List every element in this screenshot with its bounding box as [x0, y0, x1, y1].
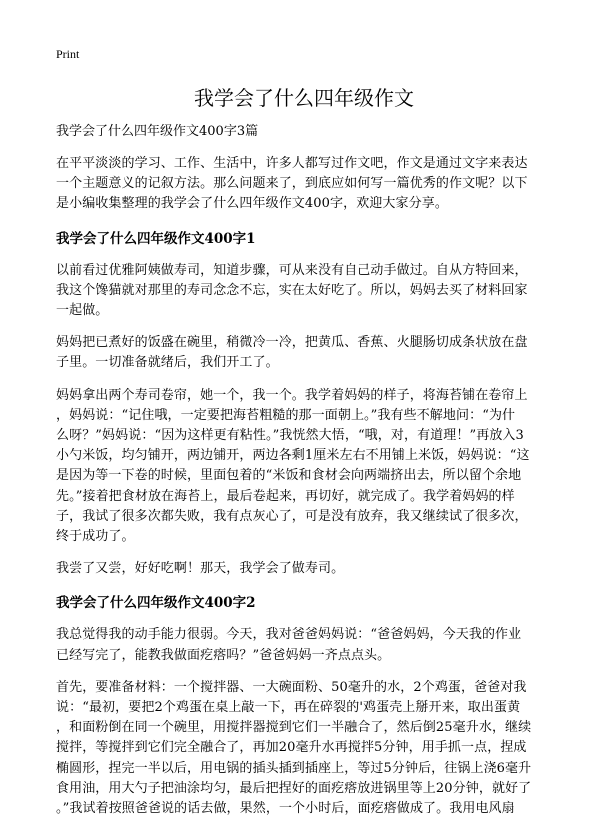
intro-paragraph: 在平平淡淡的学习、工作、生活中，许多人都写过作文吧，作文是通过文字来表达 一个主题意义的记叙方法。那么问题来了，到底应如何写一篇优秀的作文呢？以下 是小编收集整理的我学会了什么四年级作文400字，欢迎大家分享。	[56, 156, 528, 212]
section-1-paragraph-3: 妈妈拿出两个寿司卷帘，她一个，我一个。我学着妈妈的样子，将海苔铺在卷帘上 ，妈妈说：“记住哦，一定要把海苔粗糙的那一面朝上。”我有些不解地问：“为什 么呀？”妈妈说：“因为这样更有粘性。”我恍然大悟，“哦，对，有道理！”再放入3 小勺米饭，均匀铺开，两边铺开，两边各剩1厘米左右不用铺上米饭，妈妈说：“这 是因为等一下卷的时候，里面包着的“米饭和食材会向两端挤出去，所以留个余地 先。”接着把食材放在海苔上，最后卷起来，再切好，就完成了。我学着妈妈的样 子，我试了很多次都失败，我有点灰心了，可是没有放弃，我又继续试了很多次， 终于成功了。	[56, 387, 530, 545]
section-heading-1: 我学会了什么四年级作文400字1	[56, 230, 256, 247]
print-link[interactable]: Print	[56, 47, 80, 61]
section-2-paragraph-1: 我总觉得我的动手能力很弱。今天，我对爸爸妈妈说：“爸爸妈妈，今天我的作业 已经写完了，能教我做面疙瘩吗？”爸爸妈妈一齐点点头。	[56, 627, 522, 663]
page-title: 我学会了什么四年级作文	[194, 86, 414, 110]
section-1-paragraph-1: 以前看过优雅阿姨做寿司，知道步骤，可从来没有自己动手做过。自从方特回来， 我这个馋猫就对那里的寿司念念不忘，实在太好吃了。所以，妈妈去买了材料回家 一起做。	[56, 262, 528, 319]
section-heading-2: 我学会了什么四年级作文400字2	[56, 595, 256, 612]
section-1-paragraph-4: 我尝了又尝，好好吃啊！那天，我学会了做寿司。	[56, 561, 345, 577]
document-subtitle: 我学会了什么四年级作文400字3篇	[56, 124, 259, 139]
section-2-paragraph-2: 首先，要准备材料：一个搅拌器、一大碗面粉、50毫升的水，2个鸡蛋，爸爸对我 说：“最初，要把2个鸡蛋在桌上敲一下，再在碎裂的'鸡蛋壳上掰开来，取出蛋黄 ，和面粉倒在同一个碗里，用搅拌器搅到它们一半融合了，然后倒25毫升水，继续 搅拌，等搅拌到它们完全融合了，再加20毫升水再搅拌5分钟，用手抓一点，捏成 椭圆形，捏完一半以后，用电锅的插头插到插座上，等过5分钟后，往锅上浇6毫升 食用油，用大勺子把油涂均匀，最后把捏好的面疙瘩放进锅里等上20分钟，就好了 。”我试着按照爸爸说的话去做，果然，一个小时后，面疙瘩做成了。我用电风扇	[56, 679, 532, 817]
section-1-paragraph-2: 妈妈把已煮好的饭盛在碗里，稍微冷一冷，把黄瓜、香蕉、火腿肠切成条状放在盘 子里。一切准备就绪后，我们开工了。	[56, 335, 528, 371]
